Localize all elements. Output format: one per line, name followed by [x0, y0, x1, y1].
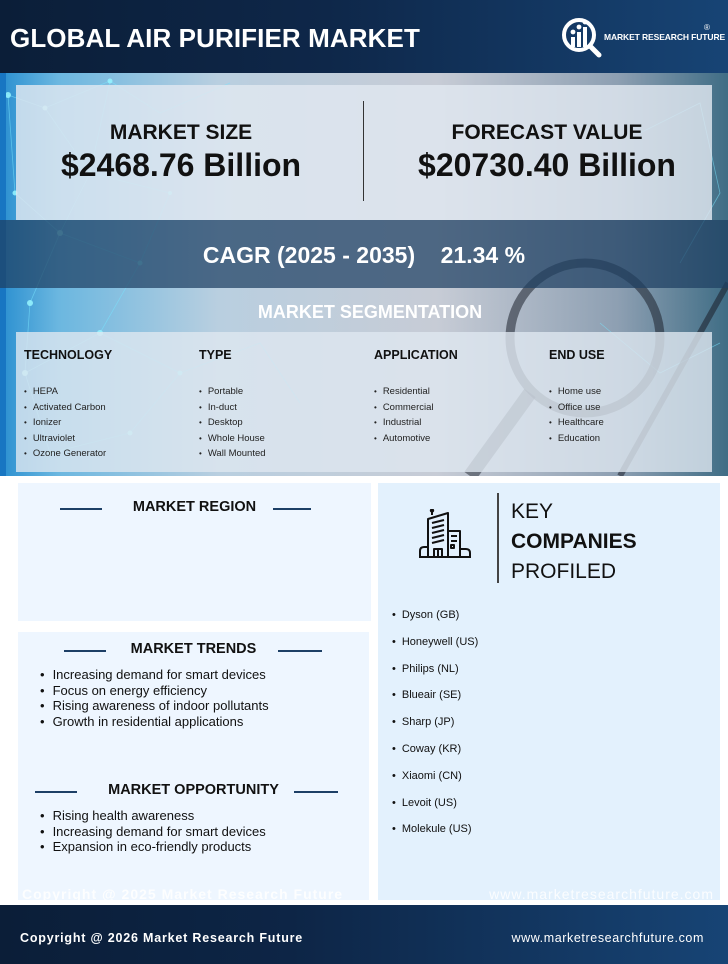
market-region-header	[18, 499, 371, 519]
logo-magnifier-chart-icon	[560, 15, 604, 59]
company-item: • Blueair (SE)	[392, 682, 478, 709]
segment-item: • Desktop	[199, 415, 361, 431]
footer-website-link[interactable]: www.marketresearchfuture.com	[511, 931, 704, 945]
forecast-value: $20730.40 Billion	[418, 147, 676, 183]
header-rule-right	[273, 508, 311, 510]
header-rule-right	[278, 650, 322, 652]
segment-item: • Office use	[549, 400, 711, 416]
page-title: GLOBAL AIR PURIFIER MARKET	[10, 23, 420, 53]
segment-item: • Healthcare	[549, 415, 711, 431]
trend-item: • Growth in residential applications	[40, 714, 269, 730]
segment-item: • HEPA	[24, 384, 186, 400]
segmentation-title: MARKET SEGMENTATION	[257, 302, 483, 322]
segment-application	[366, 348, 536, 446]
market-trends-title: MARKET TRENDS	[130, 641, 257, 657]
segment-item: • Home use	[549, 384, 711, 400]
market-region-title: MARKET REGION	[132, 499, 257, 515]
market-trends-panel	[18, 632, 369, 900]
key-companies-divider	[497, 493, 499, 583]
market-trends-header	[18, 641, 369, 661]
segment-item: • Residential	[374, 384, 536, 400]
segment-heading: TECHNOLOGY	[24, 348, 113, 362]
market-size-value: $2468.76 Billion	[60, 147, 302, 183]
company-item: • Xiaomi (CN)	[392, 763, 478, 790]
market-opportunity-title: MARKET OPPORTUNITY	[108, 782, 279, 798]
key-companies-title-line1: KEY	[511, 500, 554, 523]
companies-list	[392, 602, 478, 843]
watermark-copyright: Copyright @ 2025 Market Research Future	[22, 886, 344, 902]
trend-item: • Rising awareness of indoor pollutants	[40, 698, 269, 714]
segment-item: • Education	[549, 431, 711, 447]
header-banner	[0, 0, 728, 73]
company-item: • Levoit (US)	[392, 790, 478, 817]
opportunity-item: • Expansion in eco-friendly products	[40, 839, 266, 855]
market-trends-list	[40, 667, 269, 729]
stats-divider	[363, 101, 364, 201]
company-item: • Sharp (JP)	[392, 709, 478, 736]
segment-item: • Commercial	[374, 400, 536, 416]
segment-item: • In-duct	[199, 400, 361, 416]
segment-item: • Ozone Generator	[24, 446, 186, 462]
header-rule-right	[294, 791, 338, 793]
market-size-stat	[16, 121, 346, 183]
office-building-icon	[418, 509, 472, 561]
segment-heading: END USE	[549, 348, 605, 362]
company-item: • Philips (NL)	[392, 656, 478, 683]
key-companies-title	[511, 497, 637, 587]
company-item: • Honeywell (US)	[392, 629, 478, 656]
company-item: • Coway (KR)	[392, 736, 478, 763]
company-item: • Dyson (GB)	[392, 602, 478, 629]
segment-item: • Portable	[199, 384, 361, 400]
segment-item: • Industrial	[374, 415, 536, 431]
brand-logo[interactable]	[560, 15, 726, 59]
opportunity-item: • Rising health awareness	[40, 808, 266, 824]
market-region-panel	[18, 483, 371, 621]
segment-item: • Automotive	[374, 431, 536, 447]
segment-item: • Whole House	[199, 431, 361, 447]
segment-item: • Ionizer	[24, 415, 186, 431]
opportunity-item: • Increasing demand for smart devices	[40, 824, 266, 840]
forecast-value-stat	[382, 121, 712, 183]
trend-item: • Increasing demand for smart devices	[40, 667, 269, 683]
segment-type	[191, 348, 361, 462]
cagr-band	[0, 220, 728, 288]
key-companies-panel	[378, 483, 720, 900]
segmentation-panel	[16, 332, 712, 472]
footer-copyright: Copyright @ 2026 Market Research Future	[20, 931, 304, 945]
footer-banner	[0, 905, 728, 964]
stats-panel	[16, 85, 712, 220]
segment-item: • Ultraviolet	[24, 431, 186, 447]
segment-item: • Activated Carbon	[24, 400, 186, 416]
forecast-label: FORECAST VALUE	[451, 121, 643, 144]
trend-item: • Focus on energy efficiency	[40, 683, 269, 699]
segment-heading: APPLICATION	[374, 348, 458, 362]
company-item: • Molekule (US)	[392, 816, 478, 843]
segment-technology	[16, 348, 186, 462]
segment-item: • Wall Mounted	[199, 446, 361, 462]
segment-end-use	[541, 348, 711, 446]
key-companies-title-line2: COMPANIES	[511, 530, 637, 553]
market-opportunity-list	[40, 808, 266, 855]
hero-section	[0, 73, 728, 476]
logo-text: MARKET RESEARCH FUTURE	[604, 32, 726, 42]
key-companies-title-line3: PROFILED	[511, 560, 617, 583]
segment-heading: TYPE	[199, 348, 232, 362]
cagr-text: CAGR (2025 - 2035) 21.34 %	[202, 242, 526, 268]
registered-mark: ®	[704, 23, 710, 32]
watermark-url: www.marketresearchfuture.com	[489, 886, 714, 902]
market-size-label: MARKET SIZE	[109, 121, 253, 144]
market-opportunity-header	[18, 782, 369, 802]
